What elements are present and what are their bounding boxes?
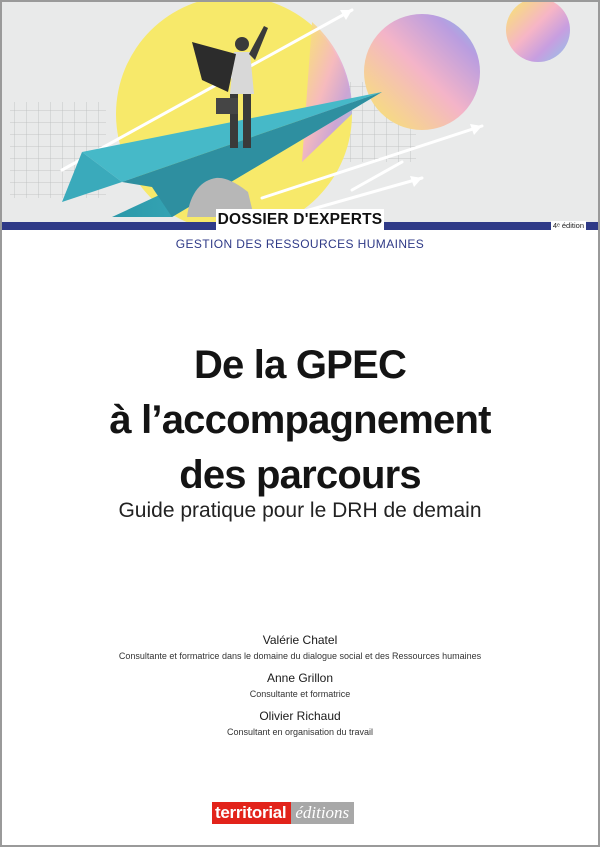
collection-badge: DOSSIER D'EXPERTS: [216, 209, 384, 231]
author-name: Olivier Richaud: [259, 709, 341, 723]
cover-illustration: [2, 2, 598, 224]
publisher-logo: [212, 802, 354, 824]
publisher-brand: territorial: [212, 802, 291, 824]
edition-label: 4ᵉ édition: [552, 221, 584, 230]
illustration-graphic: [2, 2, 598, 224]
publisher-suffix: éditions: [291, 802, 354, 824]
title-line: à l’accompagnement: [109, 398, 491, 442]
author-role: Consultante et formatrice: [249, 689, 351, 699]
title-line: des parcours: [179, 453, 421, 497]
author-list: [2, 632, 598, 746]
title-line: De la GPEC: [193, 343, 407, 387]
book-subtitle: Guide pratique pour le DRH de demain: [118, 499, 482, 522]
author-name: Anne Grillon: [266, 671, 334, 685]
author-name: Valérie Chatel: [262, 633, 338, 647]
author-role: Consultante et formatrice dans le domaine du dialogue social et des Ressources humaines: [118, 651, 482, 661]
author-role: Consultant en organisation du travail: [226, 727, 374, 737]
collection-name: GESTION DES RESSOURCES HUMAINES: [175, 237, 425, 251]
book-title: [2, 338, 598, 503]
